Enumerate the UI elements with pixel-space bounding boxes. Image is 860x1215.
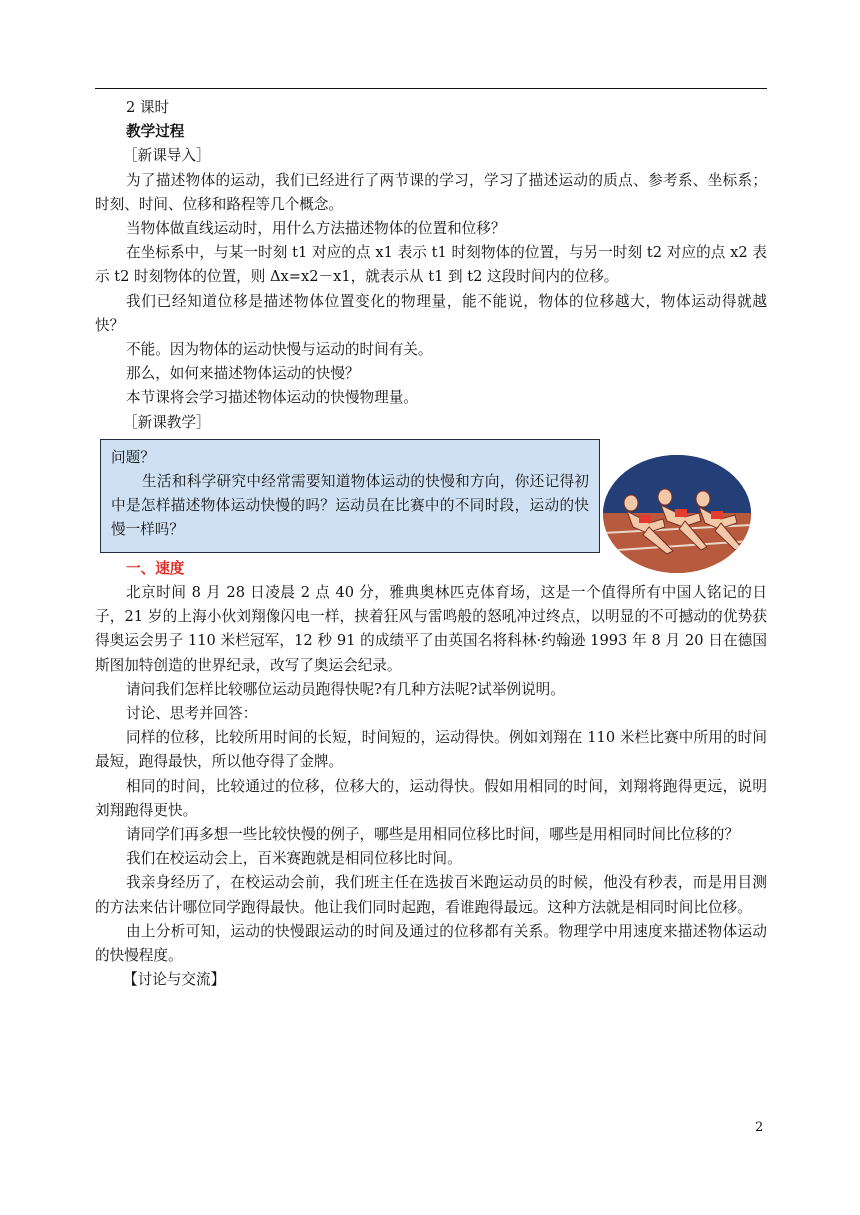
intro-label: ［新课导入］: [123, 147, 211, 165]
paragraph: 为了描述物体的运动，我们已经进行了两节课的学习，学习了描述运动的质点、参考系、坐标系；时刻、时间、位移和路程等几个概念。: [95, 171, 767, 213]
paragraph: 本节课将会学习描述物体运动的快慢物理量。: [126, 389, 418, 407]
paragraph: 我们已经知道位移是描述物体位置变化的物理量，能不能说，物体的位移越大，物体运动得就越快？: [95, 292, 767, 334]
paragraph: 北京时间 8 月 28 日凌晨 2 点 40 分，雅典奥林匹克体育场，这是一个值得所有中国人铭记的日子，21 岁的上海小伙刘翔像闪电一样，挟着狂风与雷鸣般的怒吼冲过终点，以明显的不可撼动的优势获得奥运会男子 110 米栏冠军，12 秒 91 的成绩平了由英国名将科林·约翰逊 1993 年 8 月 20 日在德国斯图加特创造的世界纪录，改写了奥运会纪录。: [95, 584, 767, 674]
section-title: 教学过程: [126, 123, 185, 141]
question-box: [100, 439, 600, 553]
paragraph: 同样的位移，比较所用时间的长短，时间短的，运动得快。例如刘翔在 110 米栏比赛中所用的时间最短，跑得最快，所以他夺得了金牌。: [95, 729, 767, 771]
sprinters-photo: [603, 455, 751, 573]
paragraph: 相同的时间，比较通过的位移，位移大的，运动得快。假如用相同的时间，刘翔将跑得更远，说明刘翔跑得更快。: [95, 777, 767, 819]
paragraph: 当物体做直线运动时，用什么方法描述物体的位置和位移？: [126, 220, 506, 238]
speed-section-title: 一、速度: [126, 559, 185, 577]
paragraph: 请问我们怎样比较哪位运动员跑得快呢?有几种方法呢?试举例说明。: [126, 680, 565, 698]
paragraph: 在坐标系中，与某一时刻 t1 对应的点 x1 表示 t1 时刻物体的位置，与另一时刻 t2 对应的点 x2 表示 t2 时刻物体的位置，则 Δx=x2－x1，就表示从 t1 到 t2 这段时间内的位移。: [95, 244, 767, 286]
discussion-label: 【讨论与交流】: [123, 971, 226, 989]
paragraph: 我亲身经历了，在校运动会前，我们班主任在选拔百米跑运动员的时候，他没有秒表，而是用目测的方法来估计哪位同学跑得最快。他让我们同时起跑，看谁跑得最远。这种方法就是相同时间比位移。: [95, 874, 767, 916]
paragraph: 我们在校运动会上，百米赛跑就是相同位移比时间。: [126, 850, 462, 868]
question-body: 生活和科学研究中经常需要知道物体运动的快慢和方向，你还记得初中是怎样描述物体运动快慢的吗？运动员在比赛中的不同时段，运动的快慢一样吗？: [111, 473, 589, 539]
question-title: 问题？: [111, 448, 155, 466]
lesson-count: 2 课时: [126, 99, 170, 116]
paragraph: 请同学们再多想一些比较快慢的例子，哪些是用相同位移比时间，哪些是用相同时间比位移的？: [126, 826, 739, 844]
page-number: 2: [755, 1120, 764, 1135]
paragraph: 不能。因为物体的运动快慢与运动的时间有关。: [126, 341, 433, 359]
header-rule: [95, 88, 767, 89]
sprinters-illustration: [603, 455, 751, 573]
paragraph: 讨论、思考并回答：: [126, 705, 258, 723]
paragraph: 由上分析可知，运动的快慢跟运动的时间及通过的位移都有关系。物理学中用速度来描述物体运动的快慢程度。: [95, 922, 767, 965]
teaching-label: ［新课教学］: [123, 413, 211, 431]
paragraph: 那么，如何来描述物体运动的快慢？: [126, 365, 360, 383]
